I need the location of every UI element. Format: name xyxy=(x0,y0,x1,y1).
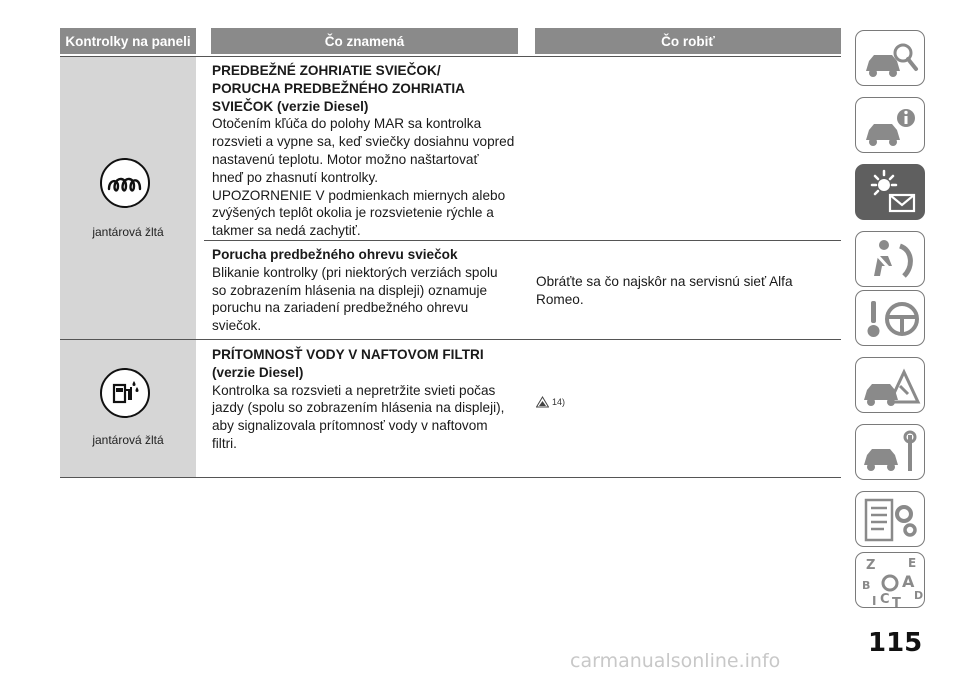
meaning-text: Blikanie kontrolky (pri niektorých verziách spolu xyxy=(212,264,498,280)
meaning-glow-plug xyxy=(212,62,514,240)
header-col-meaning: Čo znamená xyxy=(211,28,518,54)
meaning-text: Kontrolka sa rozsvieti a nepretržite svieti počas xyxy=(212,382,496,398)
page-number: 115 xyxy=(868,628,923,658)
meaning-text: poruchu na zariadení predbežného ohrevu xyxy=(212,300,469,316)
steering-wheel-icon xyxy=(856,291,926,347)
lamp-color-caption: jantárová žltá xyxy=(92,433,164,447)
meaning-glow-plug-fault xyxy=(212,246,498,335)
svg-text:E: E xyxy=(908,556,917,570)
header-col-indicators: Kontrolky na paneli xyxy=(60,28,196,54)
meaning-text: takmer sa nedá zachytiť. xyxy=(212,223,361,239)
tab-airbag-safety[interactable] xyxy=(855,231,925,287)
tab-steering-wheel[interactable] xyxy=(855,290,925,346)
warning-lights-icon xyxy=(856,165,926,221)
alphabetical-index-icon xyxy=(856,553,926,609)
meaning-title: SVIEČOK (verzie Diesel) xyxy=(212,98,369,114)
tab-car-breakdown[interactable] xyxy=(855,357,925,413)
svg-text:I: I xyxy=(872,594,877,608)
action-text: Romeo. xyxy=(536,291,584,307)
note-number: 14) xyxy=(552,397,566,407)
watermark: carmanualsonline.info xyxy=(570,650,781,672)
meaning-text: so zobrazením hlásenia na displeji) oznamuje xyxy=(212,282,488,298)
svg-text:D: D xyxy=(914,589,924,602)
meaning-title: Porucha predbežného ohrevu sviečok xyxy=(212,247,458,262)
meaning-text: nastavenú teplotu. Motor možno naštartovať xyxy=(212,151,479,167)
meaning-title: PREDBEŽNÉ ZOHRIATIE SVIEČOK/ xyxy=(212,63,441,78)
row-divider xyxy=(60,339,841,340)
action-text: Obráťte sa čo najskôr na servisnú sieť Alfa xyxy=(536,274,793,289)
car-search-icon xyxy=(856,31,926,87)
lamp-color-caption: jantárová žltá xyxy=(92,225,164,239)
meaning-title: PORUCHA PREDBEŽNÉHO ZOHRIATIA xyxy=(212,80,465,96)
svg-text:T: T xyxy=(892,596,901,609)
tab-car-info[interactable] xyxy=(855,97,925,153)
water-in-fuel-icon xyxy=(100,368,150,418)
action-contact-service xyxy=(536,273,793,309)
meaning-text: filtri. xyxy=(212,435,237,451)
header-col-action: Čo robiť xyxy=(535,28,841,54)
svg-text:A: A xyxy=(902,572,915,591)
row-divider xyxy=(204,240,841,241)
meaning-text: Otočením kľúča do polohy MAR sa kontrolka xyxy=(212,116,482,132)
airbag-safety-icon xyxy=(856,232,926,288)
row-divider xyxy=(60,56,841,57)
meaning-title: PRÍTOMNOSŤ VODY V NAFTOVOM FILTRI xyxy=(212,347,484,362)
warning-note-reference[interactable] xyxy=(536,396,565,408)
svg-text:Z: Z xyxy=(866,558,876,573)
meaning-text: hneď po zhasnutí kontrolky. xyxy=(212,169,379,185)
car-breakdown-icon xyxy=(856,358,926,414)
meaning-text: sviečok. xyxy=(212,318,262,334)
tab-alphabetical-index[interactable] xyxy=(855,552,925,608)
svg-text:C: C xyxy=(880,592,890,607)
row-divider xyxy=(60,477,841,478)
meaning-title: (verzie Diesel) xyxy=(212,364,304,380)
meaning-text: zvýšených teplôt okolia je rozsvietenie rýchle a xyxy=(212,205,494,221)
tab-warning-lights[interactable] xyxy=(855,164,925,220)
meaning-text: UPOZORNENIE V podmienkach miernych alebo xyxy=(212,187,506,203)
tab-car-search[interactable] xyxy=(855,30,925,86)
car-service-icon xyxy=(856,425,926,481)
meaning-text: rozsvieti a vypne sa, keď sviečky dosiahnu vopred xyxy=(212,134,515,150)
technical-data-icon xyxy=(856,492,926,548)
tab-technical-data[interactable] xyxy=(855,491,925,547)
tab-car-service[interactable] xyxy=(855,424,925,480)
meaning-water-in-fuel xyxy=(212,346,504,453)
meaning-text: aby signalizovala prítomnosť vody v naftovom xyxy=(212,418,488,434)
car-info-icon xyxy=(856,98,926,154)
svg-text:B: B xyxy=(862,579,871,592)
meaning-text: jazdy (spolu so zobrazením hlásenia na displeji), xyxy=(212,400,505,416)
warning-triangle-icon xyxy=(536,396,549,408)
glow-plug-icon xyxy=(100,158,150,208)
